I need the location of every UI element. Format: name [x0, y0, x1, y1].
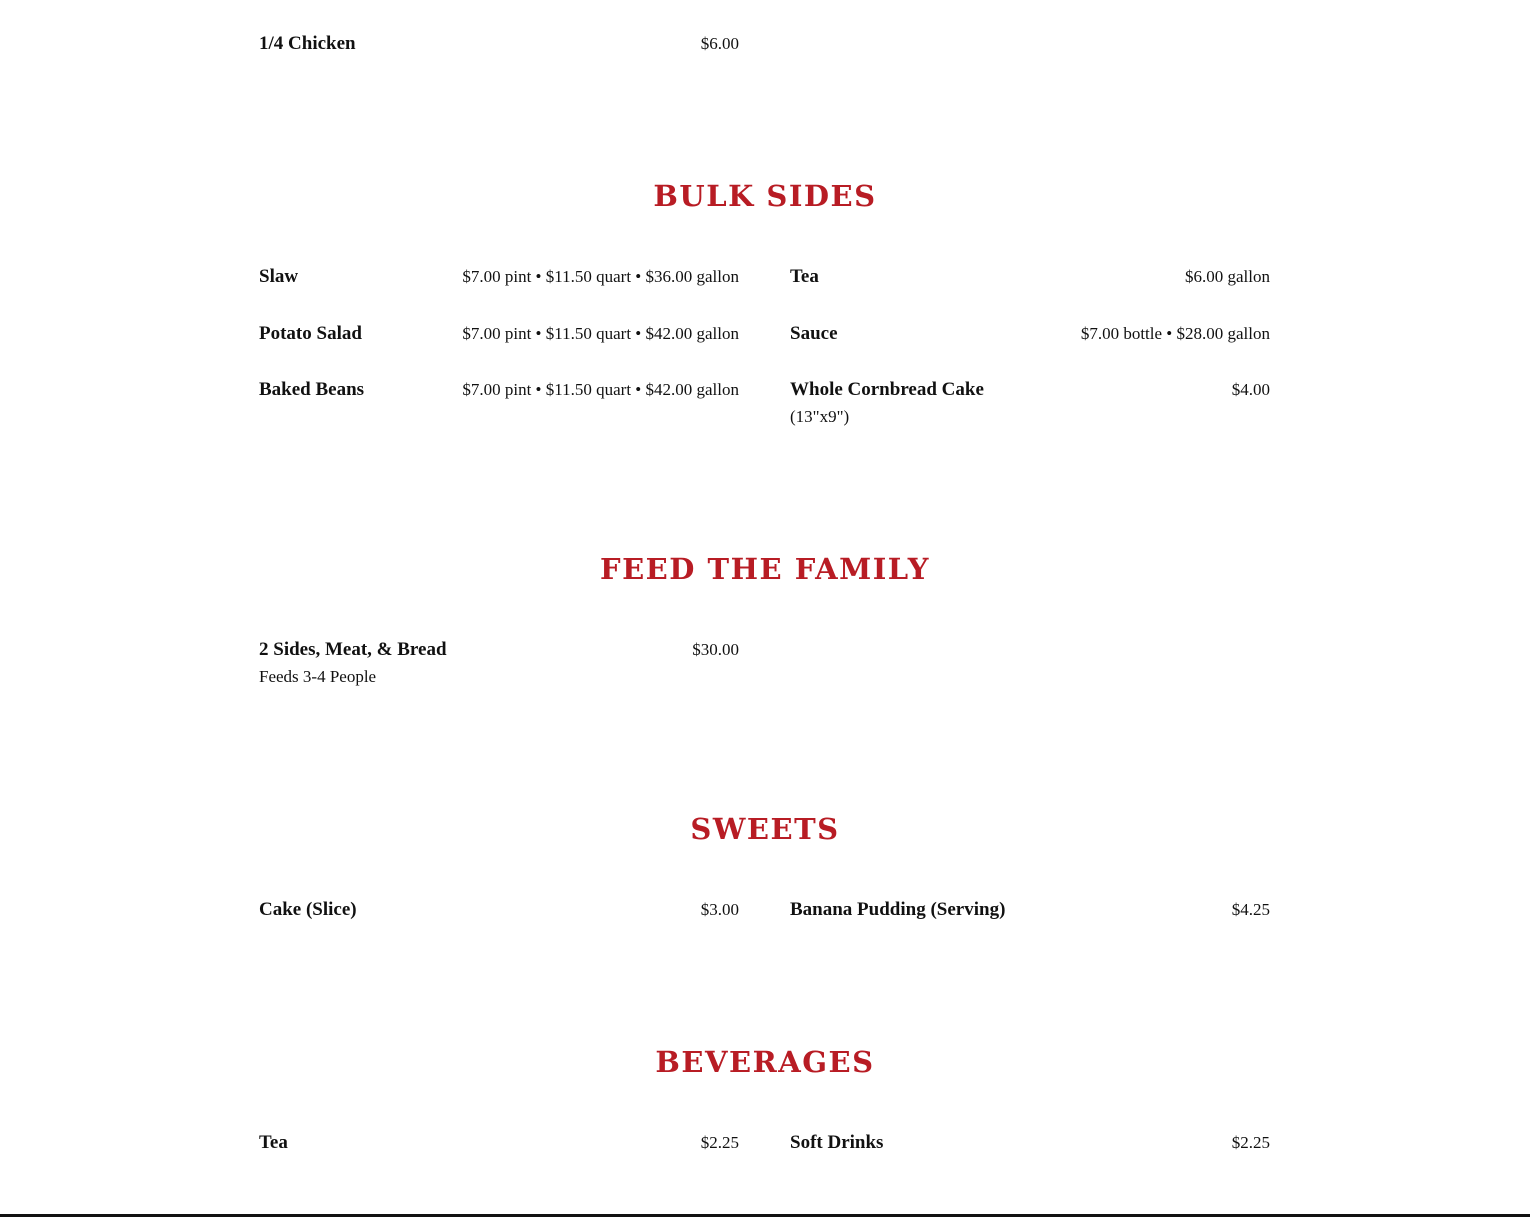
menu-item-tea-gallon: [790, 265, 1270, 289]
menu-item-name: Cake (Slice): [259, 899, 357, 920]
menu-item-family-meal: [259, 638, 739, 688]
menu-item-price: $7.00 bottle • $28.00 gallon: [1080, 324, 1270, 343]
menu-item-baked-beans: [259, 378, 739, 402]
menu-item-soft-drinks: [790, 1131, 1270, 1155]
menu-item-quarter-chicken: [259, 32, 739, 56]
section-title-feed-the-family: FEED THE FAMILY: [599, 552, 931, 586]
menu-item-row: [790, 265, 1270, 289]
section-title-bulk-sides: BULK SIDES: [653, 179, 877, 213]
section-title-sweets: SWEETS: [690, 812, 840, 846]
menu-item-price: $4.25: [1231, 900, 1270, 919]
menu-item-name: Baked Beans: [259, 379, 365, 400]
menu-item-price: $6.00 gallon: [1185, 267, 1270, 286]
menu-item-row: [259, 322, 739, 346]
menu-item-slaw: [259, 265, 739, 289]
menu-item-sauce: [790, 322, 1270, 346]
menu-item-row: [259, 378, 739, 402]
menu-item-row: [259, 32, 739, 56]
menu-item-name: Slaw: [259, 266, 299, 287]
menu-item-row: [790, 898, 1270, 922]
menu-item-price: $7.00 pint • $11.50 quart • $42.00 gallon: [462, 380, 739, 399]
menu-item-name: Tea: [790, 266, 819, 287]
menu-item-price: $2.25: [1231, 1133, 1270, 1152]
menu-item-row: [790, 1131, 1270, 1155]
menu-item-price: $7.00 pint • $11.50 quart • $36.00 gallon: [462, 267, 739, 286]
section-title-beverages: BEVERAGES: [655, 1045, 875, 1079]
menu-item-name: Sauce: [790, 323, 838, 344]
menu-item-name: Banana Pudding (Serving): [790, 899, 1006, 920]
menu-item-banana-pudding: [790, 898, 1270, 922]
menu-item-note: Feeds 3-4 People: [259, 667, 377, 686]
menu-item-price: $2.25: [700, 1133, 739, 1152]
menu-item-whole-cornbread-cake: [790, 378, 1270, 428]
menu-item-row: [259, 898, 739, 922]
menu-item-price: $3.00: [700, 900, 739, 919]
menu-item-name: Potato Salad: [259, 323, 362, 344]
menu-item-name: 1/4 Chicken: [259, 33, 356, 54]
menu-item-row: [259, 638, 739, 662]
menu-item-row: [790, 378, 1270, 402]
menu-item-price: $30.00: [692, 640, 739, 659]
menu-item-price: $6.00: [700, 34, 739, 53]
menu-item-cake-slice: [259, 898, 739, 922]
menu-item-tea: [259, 1131, 739, 1155]
menu-item-potato-salad: [259, 322, 739, 346]
menu-item-row: [790, 322, 1270, 346]
menu-item-name: Soft Drinks: [790, 1132, 884, 1153]
menu-item-price: $4.00: [1231, 380, 1270, 399]
menu-item-name: 2 Sides, Meat, & Bread: [259, 639, 447, 660]
menu-item-name: Whole Cornbread Cake: [790, 379, 984, 400]
menu-item-note: (13"x9"): [790, 407, 850, 426]
menu-item-price: $7.00 pint • $11.50 quart • $42.00 gallon: [462, 324, 739, 343]
menu-item-row: [259, 1131, 739, 1155]
menu-item-row: [259, 265, 739, 289]
menu-item-name: Tea: [259, 1132, 288, 1153]
